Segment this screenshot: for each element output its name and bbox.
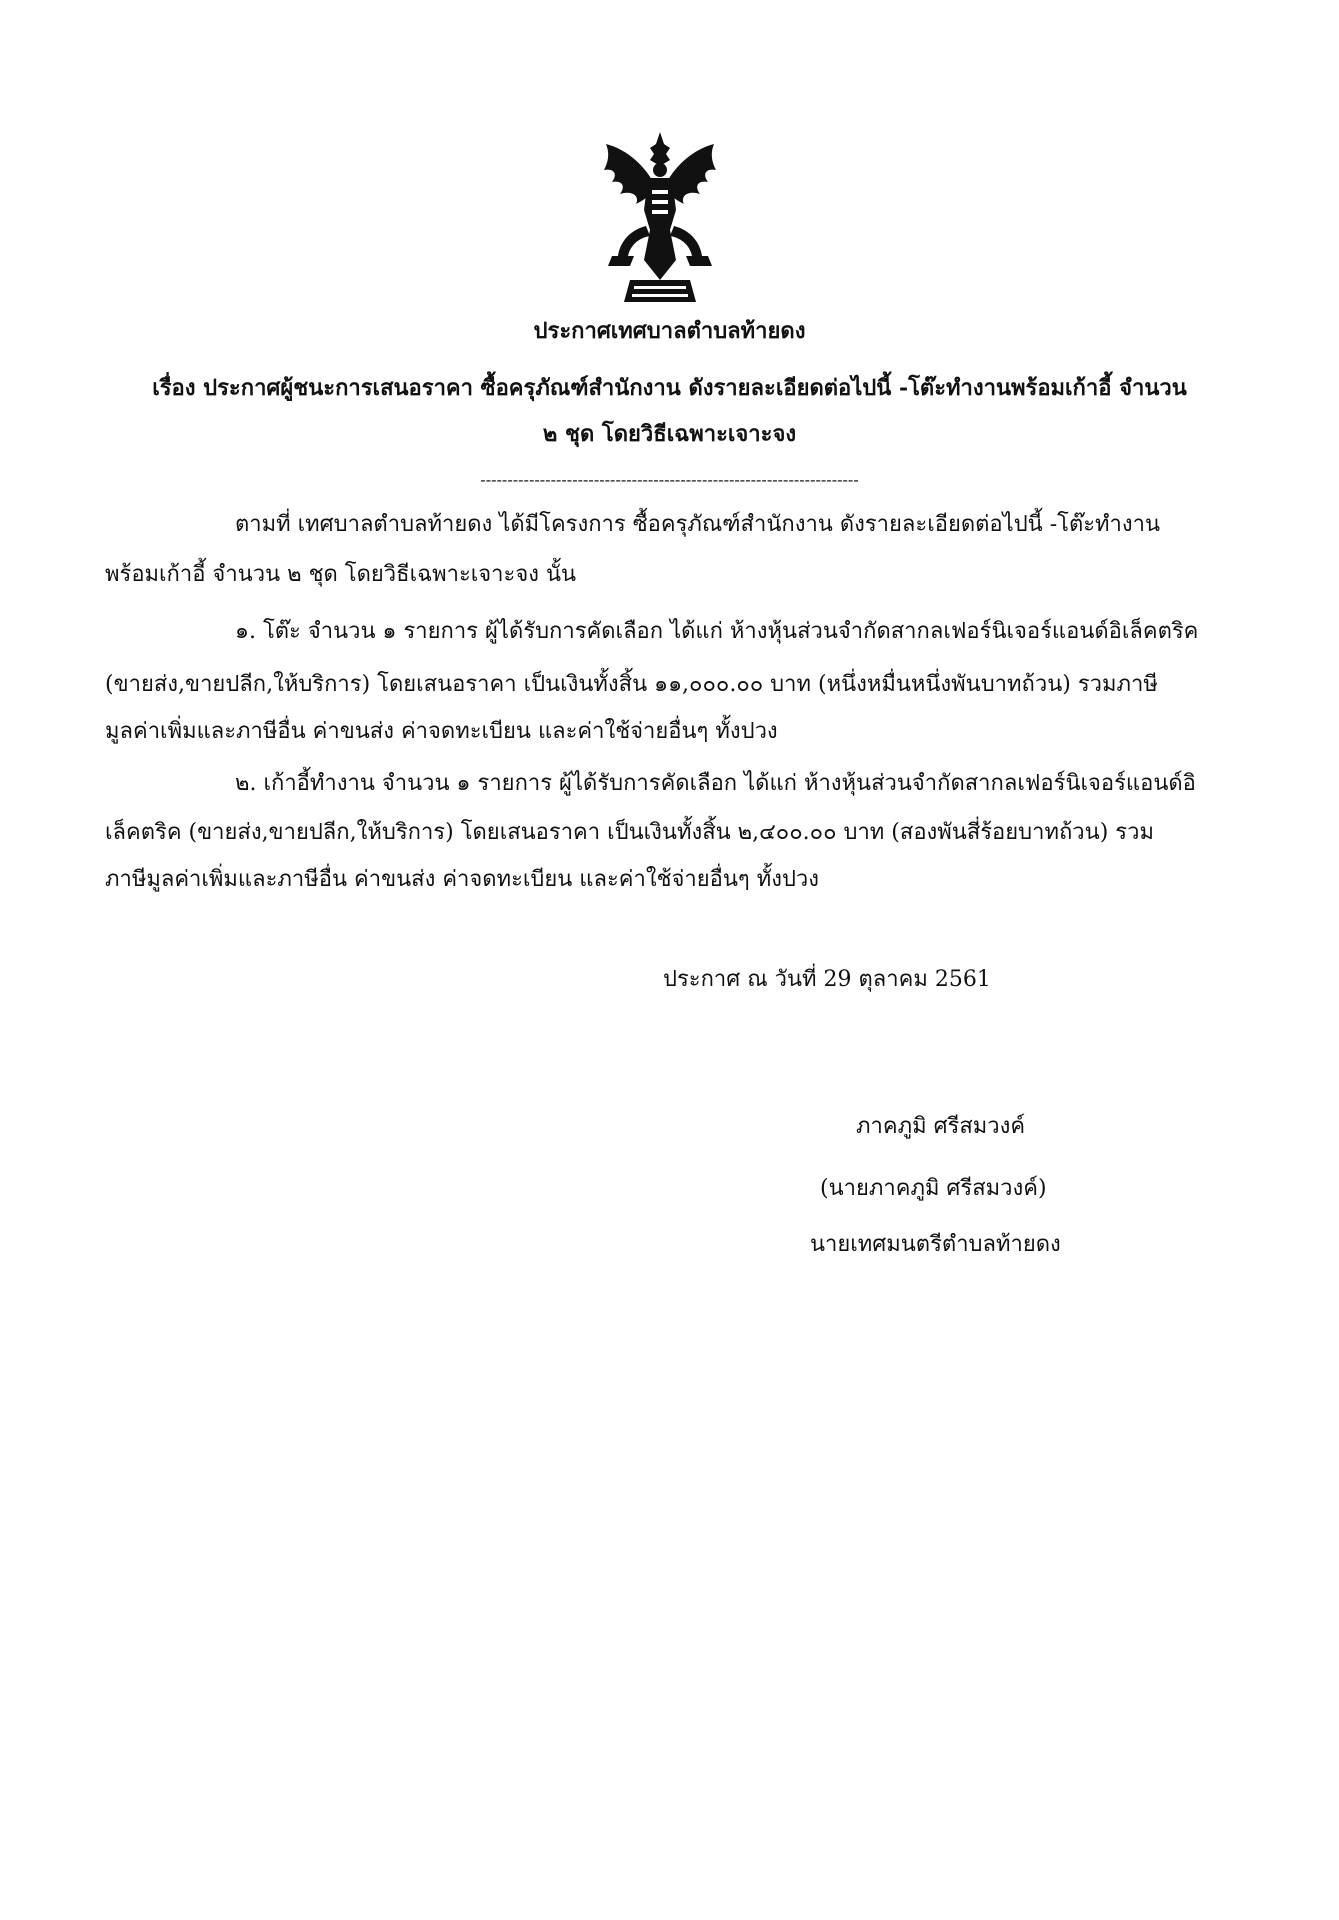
item-1-line-3: มูลค่าเพิ่มและภาษีอื่น ค่าขนส่ง ค่าจดทะเบียน และค่าใช้จ่ายอื่นๆ ทั้งปวง bbox=[105, 719, 778, 744]
item-2-line-3: ภาษีมูลค่าเพิ่มและภาษีอื่น ค่าขนส่ง ค่าจดทะเบียน และค่าใช้จ่ายอื่นๆ ทั้งปวง bbox=[105, 867, 820, 892]
announcement-date: ประกาศ ณ วันที่ 29 ตุลาคม 2561 bbox=[663, 967, 991, 992]
signer-position: นายเทศมนตรีตำบลท้ายดง bbox=[810, 1232, 1061, 1257]
item-1-line-2: (ขายส่ง,ขายปลีก,ให้บริการ) โดยเสนอราคา เป็นเงินทั้งสิ้น ๑๑,๐๐๐.๐๐ บาท (หนึ่งหมื่นหนึ่งพันบาทถ้วน) รวมภาษี bbox=[105, 672, 1158, 697]
item-2-line-1: ๒. เก้าอี้ทำงาน จำนวน ๑ รายการ ผู้ได้รับการคัดเลือก ได้แก่ ห้างหุ้นส่วนจำกัดสากลเฟอร์นิเจอร์แอนด์อิ bbox=[235, 771, 1196, 796]
item-2-line-2: เล็คตริค (ขายส่ง,ขายปลีก,ให้บริการ) โดยเสนอราคา เป็นเงินทั้งสิ้น ๒,๔๐๐.๐๐ บาท (สองพันสี่ร้อยบาทถ้วน) รวม bbox=[105, 820, 1154, 845]
announcement-title: ประกาศเทศบาลตำบลท้ายดง bbox=[533, 318, 806, 344]
signer-name: (นายภาคภูมิ ศรีสมวงค์) bbox=[820, 1176, 1047, 1201]
intro-line-1: ตามที่ เทศบาลตำบลท้ายดง ได้มีโครงการ ซื้อครุภัณฑ์สำนักงาน ดังรายละเอียดต่อไปนี้ -โต๊ะทำงาน bbox=[235, 512, 1161, 537]
item-1-line-1: ๑. โต๊ะ จำนวน ๑ รายการ ผู้ได้รับการคัดเลือก ได้แก่ ห้างหุ้นส่วนจำกัดสากลเฟอร์นิเจอร์แอนด์อิเล็คตริค bbox=[235, 619, 1199, 644]
header-divider: ---------------------------------------------------------------------- bbox=[480, 470, 859, 489]
subject-line-1: เรื่อง ประกาศผู้ชนะการเสนอราคา ซื้อครุภัณฑ์สำนักงาน ดังรายละเอียดต่อไปนี้ -โต๊ะทำงานพร้อมเก้าอี้ จำนวน bbox=[152, 375, 1187, 401]
intro-line-2: พร้อมเก้าอี้ จำนวน ๒ ชุด โดยวิธีเฉพาะเจาะจง นั้น bbox=[105, 562, 577, 587]
signature: ภาคภูมิ ศรีสมวงค์ bbox=[856, 1114, 1026, 1139]
subject-line-2: ๒ ชุด โดยวิธีเฉพาะเจาะจง bbox=[542, 421, 797, 447]
garuda-emblem-icon bbox=[600, 130, 720, 305]
